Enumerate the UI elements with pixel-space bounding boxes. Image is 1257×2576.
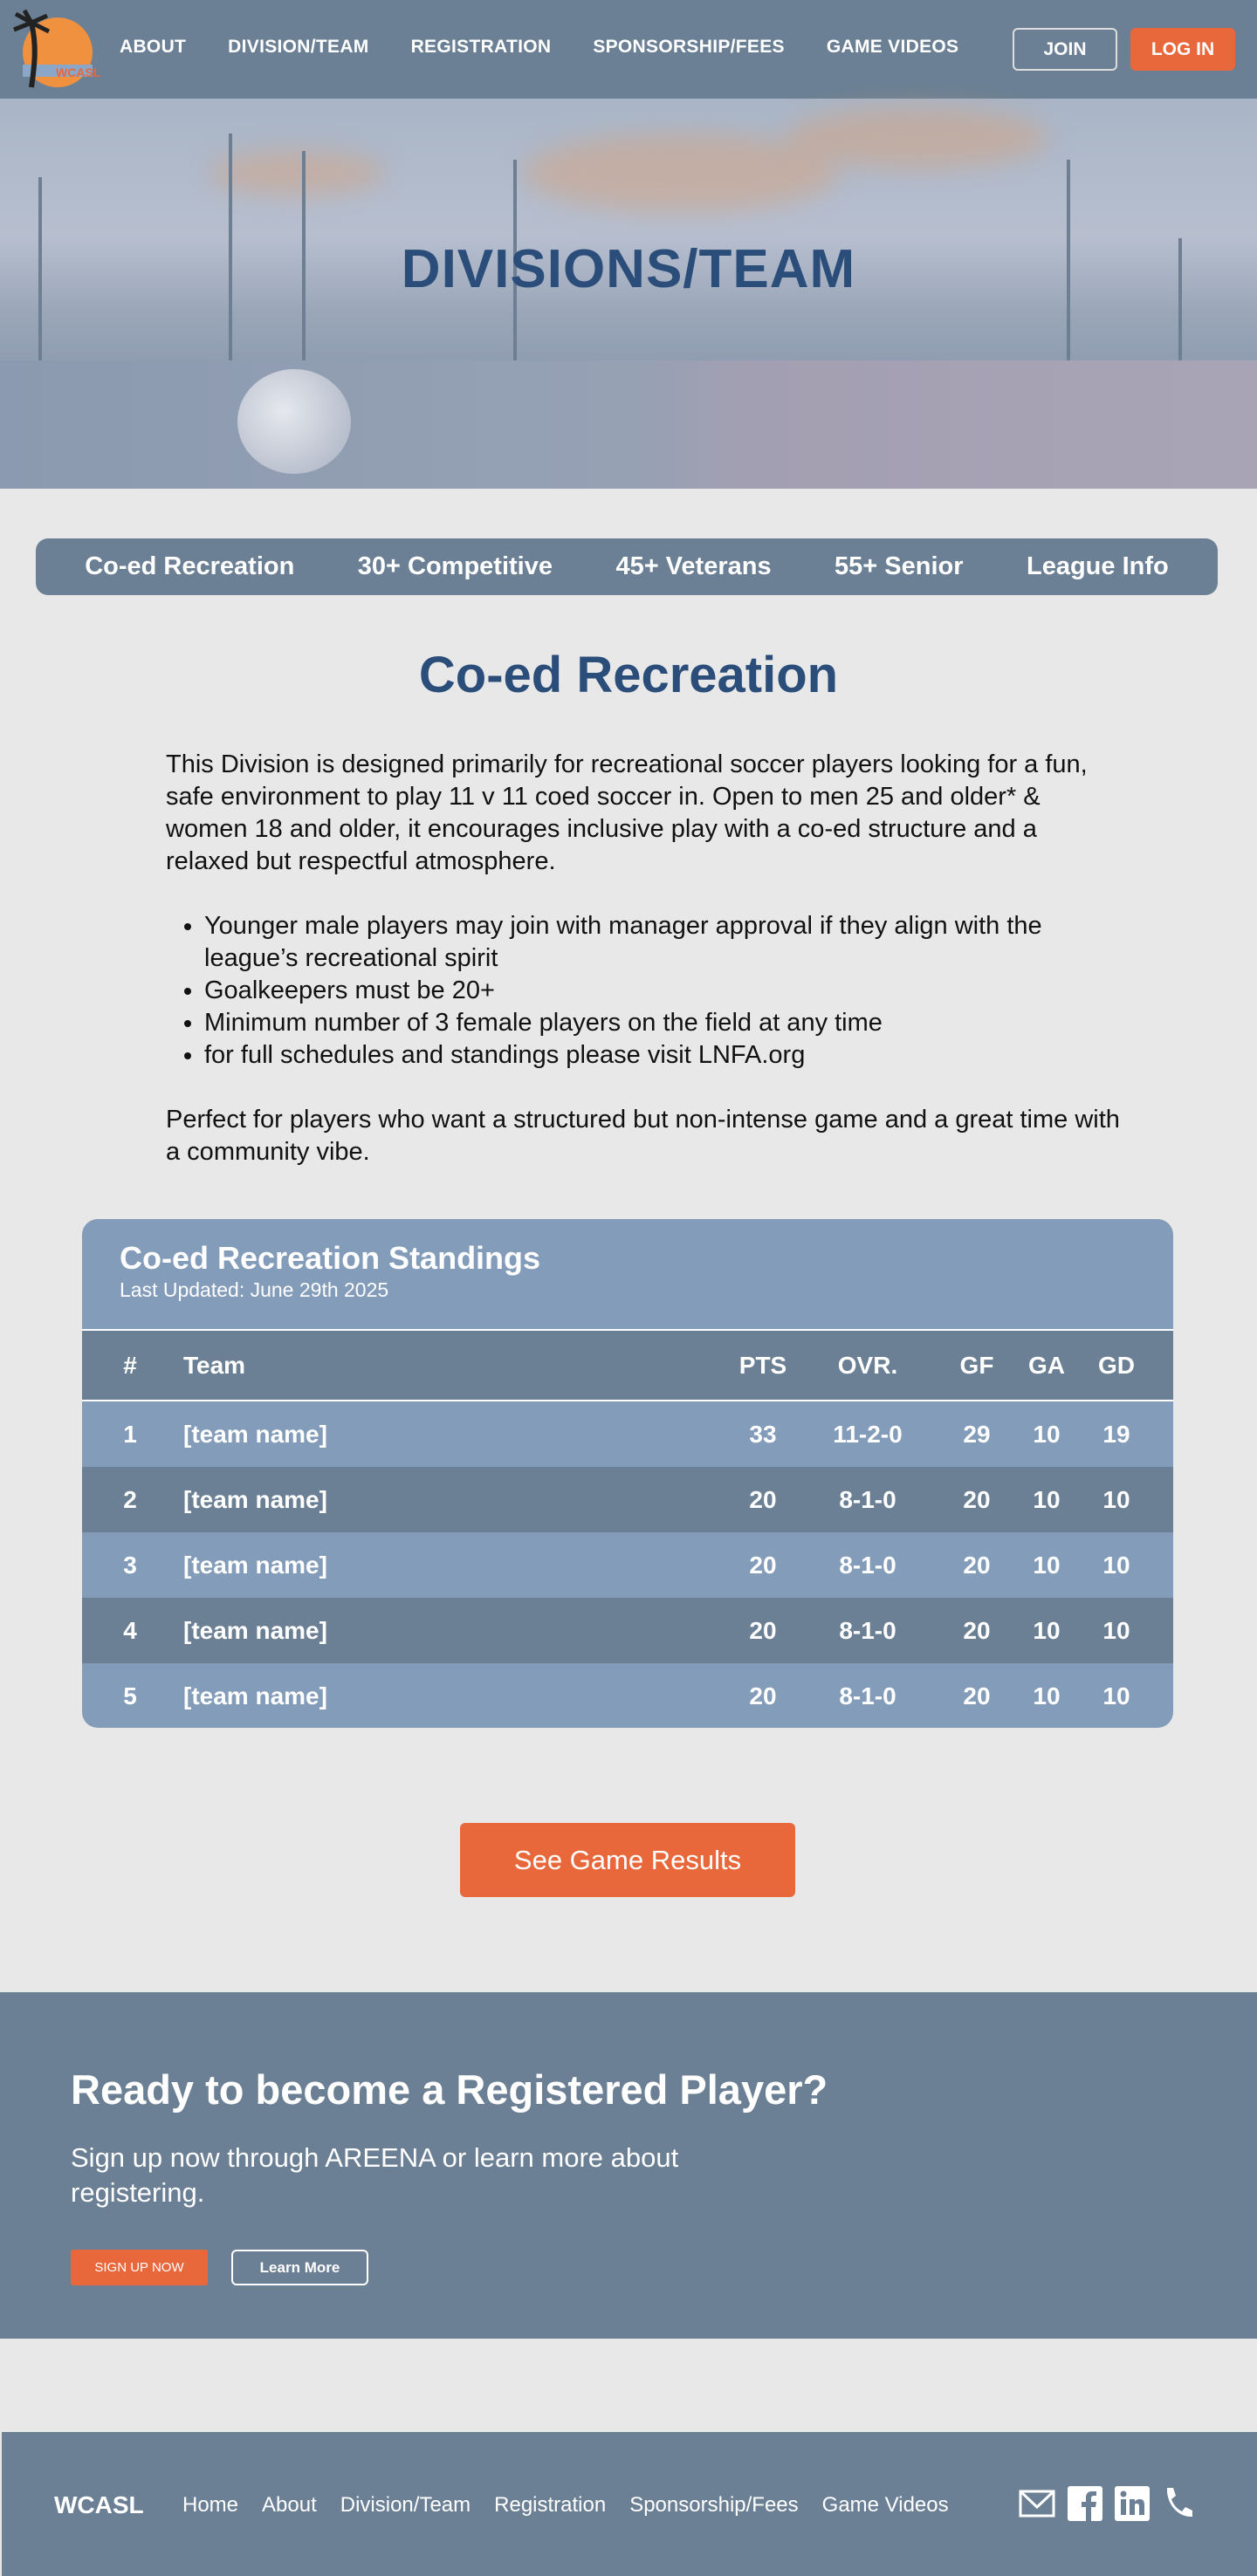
sign-up-button[interactable]: SIGN UP NOW xyxy=(71,2250,208,2285)
cell-team-name: [team name] xyxy=(183,1682,327,1709)
table-header-row xyxy=(82,1329,1173,1401)
login-button[interactable]: LOG IN xyxy=(1130,28,1235,71)
cell-goals-against: 10 xyxy=(1033,1616,1061,1644)
cell-goals-against: 10 xyxy=(1033,1420,1061,1448)
cell-rank: 5 xyxy=(123,1682,137,1709)
cell-team-name: [team name] xyxy=(183,1420,327,1448)
col-rank: # xyxy=(123,1351,137,1379)
tab-coed-recreation[interactable]: Co-ed Recreation xyxy=(85,552,295,580)
table-row xyxy=(82,1401,1173,1467)
footer-link-home[interactable]: Home xyxy=(182,2493,239,2517)
cta-text: Sign up now through AREENA or learn more about registering. xyxy=(71,2142,679,2208)
hero-banner xyxy=(0,99,1257,489)
col-team: Team xyxy=(183,1351,246,1379)
cell-points: 20 xyxy=(749,1682,777,1709)
cell-points: 20 xyxy=(749,1551,777,1579)
col-ga: GA xyxy=(1028,1351,1065,1379)
rules-list xyxy=(204,910,1126,1072)
cell-rank: 2 xyxy=(123,1485,137,1513)
footer-link-registration[interactable]: Registration xyxy=(494,2493,607,2517)
closing-text: Perfect for players who want a structured but non-intense game and a great time with a community vibe. xyxy=(166,1106,1120,1166)
cta-heading: Ready to become a Registered Player? xyxy=(71,2066,828,2113)
learn-more-button[interactable]: Learn More xyxy=(231,2250,368,2285)
tab-45-veterans[interactable]: 45+ Veterans xyxy=(615,552,772,580)
footer-link-sponsorship-fees[interactable]: Sponsorship/Fees xyxy=(629,2493,799,2517)
footer-link-division-team[interactable]: Division/Team xyxy=(340,2493,471,2517)
cell-goals-for: 20 xyxy=(963,1616,991,1644)
cell-team-name: [team name] xyxy=(183,1616,327,1644)
last-updated: Last Updated: June 29th 2025 xyxy=(120,1278,389,1301)
linkedin-icon[interactable] xyxy=(1115,2486,1150,2521)
registration-cta xyxy=(0,1992,1257,2339)
cell-rank: 3 xyxy=(123,1551,137,1579)
mail-icon[interactable] xyxy=(1019,2490,1055,2518)
col-gd: GD xyxy=(1098,1351,1135,1379)
wcasl-logo[interactable] xyxy=(12,10,101,89)
division-title: Co-ed Recreation xyxy=(418,647,839,703)
footer-link-about[interactable]: About xyxy=(262,2493,317,2517)
list-item: • for full schedules and standings please visit LNFA.org xyxy=(204,1039,1126,1072)
intro-text: This Division is designed primarily for recreational soccer players looking for a fun, safe environment to play 11 v 11 coed soccer in. Open to men 25 and older* & women 18 and older, it encourages inclusive play with a co-ed structure and a relaxed but respectful atmosphere. xyxy=(166,750,1088,875)
cell-goals-for: 20 xyxy=(963,1485,991,1513)
cell-team-name: [team name] xyxy=(183,1551,327,1579)
division-tabs xyxy=(36,538,1218,595)
footer-link-game-videos[interactable]: Game Videos xyxy=(821,2493,949,2517)
nav-game-videos[interactable]: GAME VIDEOS xyxy=(826,37,959,57)
facebook-icon[interactable] xyxy=(1068,2486,1102,2521)
col-gf: GF xyxy=(959,1351,994,1379)
footer-brand[interactable]: WCASL xyxy=(54,2491,144,2518)
phone-icon[interactable] xyxy=(1162,2486,1193,2521)
cell-goals-for: 20 xyxy=(963,1551,991,1579)
standings-title: Co-ed Recreation Standings xyxy=(120,1240,541,1276)
cell-rank: 1 xyxy=(123,1420,137,1448)
cell-goals-for: 20 xyxy=(963,1682,991,1709)
tab-league-info[interactable]: League Info xyxy=(1026,552,1169,580)
cell-overall-record: 8-1-0 xyxy=(839,1682,896,1709)
tab-30-competitive[interactable]: 30+ Competitive xyxy=(357,552,553,580)
cell-goals-against: 10 xyxy=(1033,1682,1061,1709)
see-game-results-button[interactable]: See Game Results xyxy=(460,1823,795,1897)
nav-division-team[interactable]: DIVISION/TEAM xyxy=(228,37,369,57)
table-row xyxy=(82,1663,1173,1729)
cell-overall-record: 8-1-0 xyxy=(839,1485,896,1513)
page-title: DIVISIONS/TEAM xyxy=(401,239,856,299)
cell-rank: 4 xyxy=(123,1616,137,1644)
table-row xyxy=(82,1467,1173,1532)
cell-points: 33 xyxy=(749,1420,777,1448)
cell-goal-difference: 10 xyxy=(1102,1551,1130,1579)
tab-55-senior[interactable]: 55+ Senior xyxy=(835,552,964,580)
svg-text:WCASL: WCASL xyxy=(56,65,101,79)
cell-goal-difference: 10 xyxy=(1102,1616,1130,1644)
cell-goal-difference: 10 xyxy=(1102,1682,1130,1709)
cell-overall-record: 8-1-0 xyxy=(839,1616,896,1644)
cell-goals-for: 29 xyxy=(963,1420,991,1448)
cell-goal-difference: 19 xyxy=(1102,1420,1130,1448)
list-item: • Minimum number of 3 female players on the field at any time xyxy=(204,1007,1126,1039)
list-item: • Goalkeepers must be 20+ xyxy=(204,975,1126,1007)
nav-registration[interactable]: REGISTRATION xyxy=(410,37,552,57)
footer xyxy=(2,2432,1257,2576)
table-row xyxy=(82,1532,1173,1598)
top-nav xyxy=(0,0,1257,99)
cell-points: 20 xyxy=(749,1485,777,1513)
nav-sponsorship-fees[interactable]: SPONSORSHIP/FEES xyxy=(593,37,785,57)
cell-team-name: [team name] xyxy=(183,1485,327,1513)
nav-about[interactable]: ABOUT xyxy=(120,37,187,57)
cell-points: 20 xyxy=(749,1616,777,1644)
col-ovr: OVR. xyxy=(837,1351,898,1379)
cell-goal-difference: 10 xyxy=(1102,1485,1130,1513)
cell-goals-against: 10 xyxy=(1033,1551,1061,1579)
cell-overall-record: 11-2-0 xyxy=(833,1420,903,1448)
cell-goals-against: 10 xyxy=(1033,1485,1061,1513)
soccer-ball-image xyxy=(237,369,351,474)
col-pts: PTS xyxy=(738,1351,787,1379)
list-item: • Younger male players may join with manager approval if they align with the league’s recreational spirit xyxy=(204,910,1126,975)
division-description xyxy=(166,749,1126,1168)
join-button[interactable]: JOIN xyxy=(1013,28,1117,71)
cell-overall-record: 8-1-0 xyxy=(839,1551,896,1579)
standings-table xyxy=(82,1219,1173,1728)
table-row xyxy=(82,1598,1173,1663)
